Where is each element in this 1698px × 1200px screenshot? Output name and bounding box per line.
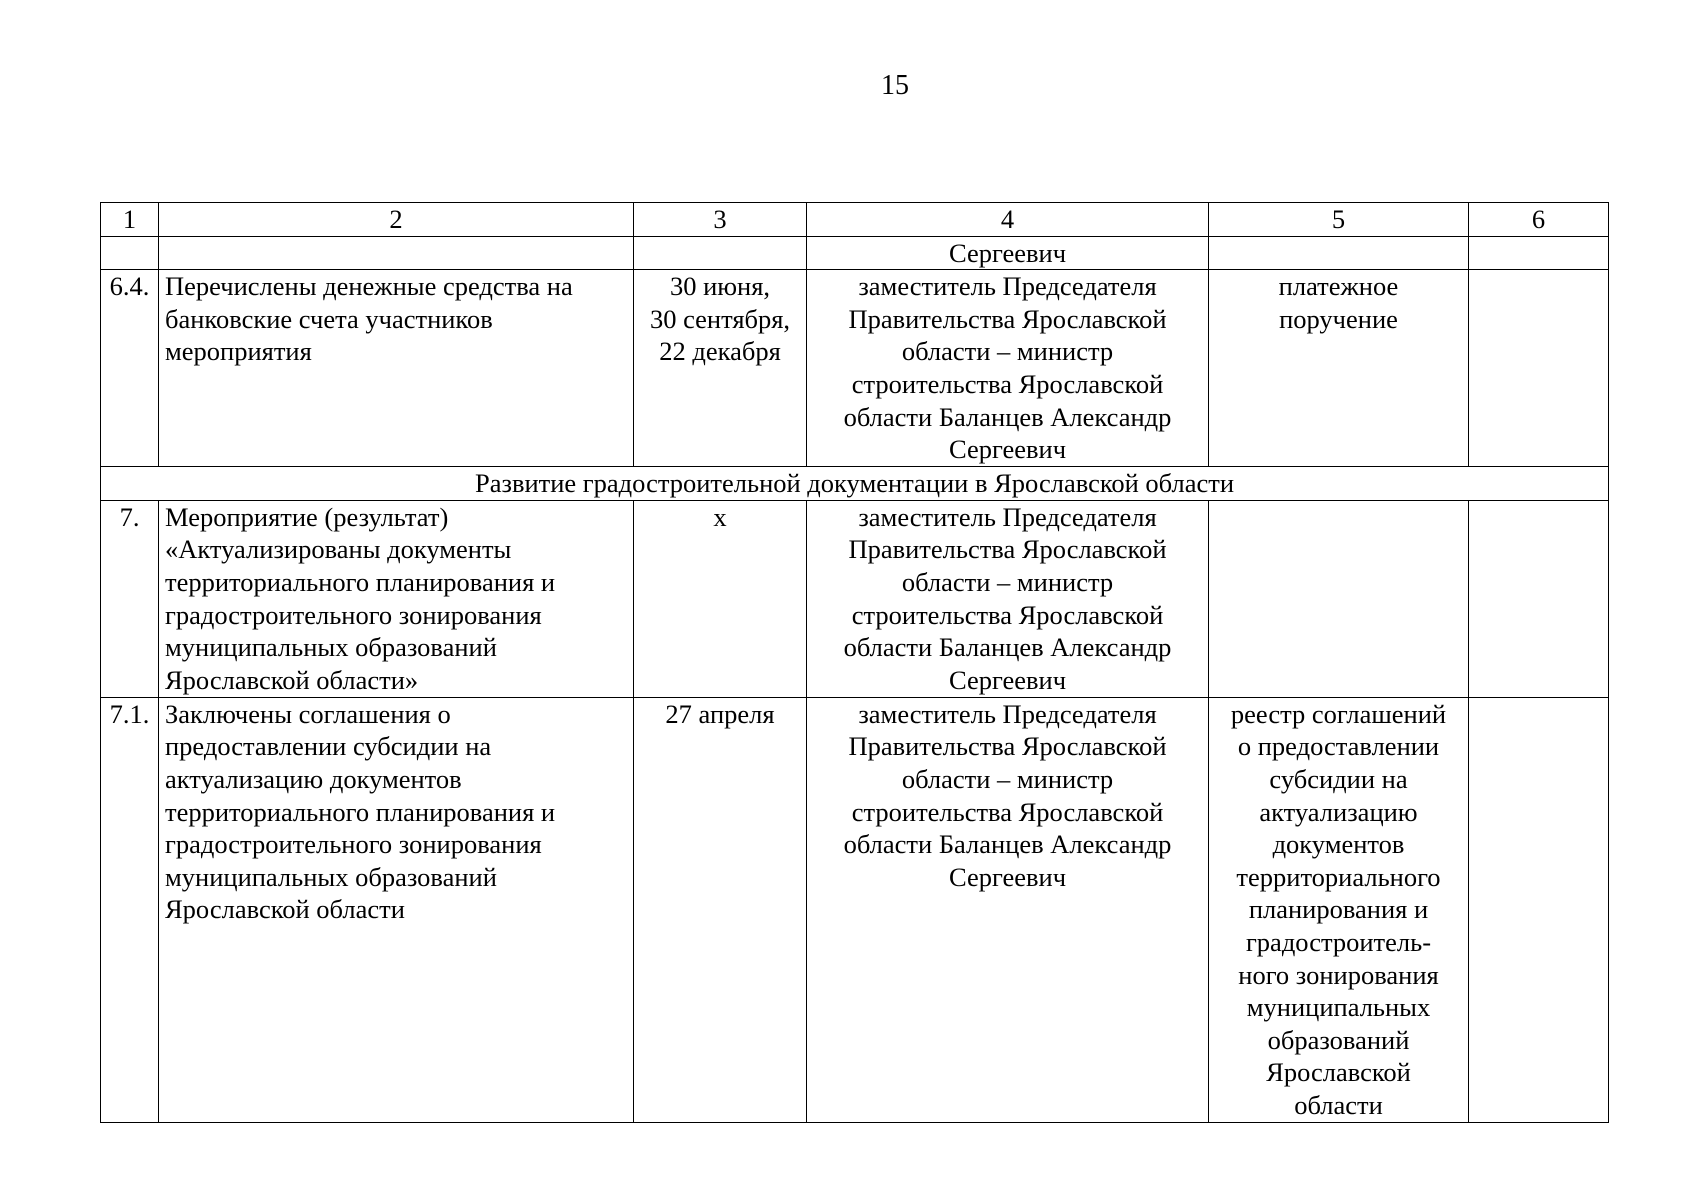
plan-table <box>100 202 1609 1123</box>
cell-num <box>101 236 159 270</box>
responsible-line: Сергеевич <box>948 664 1067 695</box>
table-row-7-1 <box>101 697 1609 1122</box>
document-line: актуализацию <box>1259 796 1418 827</box>
document-line: субсидии на <box>1269 763 1408 794</box>
cell-dates: 27 апреля <box>634 697 807 1122</box>
cell-description <box>159 270 634 467</box>
cell-responsible <box>807 697 1209 1122</box>
description-line: Ярославской области» <box>165 664 419 695</box>
description-line: Заключены соглашения о <box>165 698 451 729</box>
table-row-continuation <box>101 236 1609 270</box>
cell-document <box>1209 697 1469 1122</box>
description-line: актуализацию документов <box>165 763 462 794</box>
responsible-line: заместитель Председателя <box>858 501 1157 532</box>
section-title: Развитие градостроительной документации в Ярославской области <box>101 467 1609 501</box>
description-line: Ярославской области <box>165 894 405 925</box>
cell-col6 <box>1469 236 1609 270</box>
cell-description <box>159 697 634 1122</box>
cell-col6 <box>1469 270 1609 467</box>
header-col-4: 4 <box>807 203 1209 237</box>
description-line: муниципальных образований <box>165 861 497 892</box>
responsible-line: Сергеевич <box>948 861 1067 892</box>
description-line: градостроительного зонирования <box>165 829 542 860</box>
description-line: территориального планирования и <box>165 796 556 827</box>
page-number: 15 <box>881 70 909 101</box>
date-line: 30 сентября, <box>649 303 791 334</box>
document-line: поручение <box>1279 303 1398 334</box>
document-line: платежное <box>1278 271 1399 302</box>
responsible-line: области Баланцев Александр <box>843 632 1172 663</box>
cell-dates <box>634 270 807 467</box>
cell-col6 <box>1469 697 1609 1122</box>
responsible-line: области Баланцев Александр <box>843 829 1172 860</box>
cell-num: 6.4. <box>101 270 159 467</box>
cell-document <box>1209 270 1469 467</box>
document-line: планирования и <box>1248 894 1429 925</box>
cell-col6 <box>1469 500 1609 697</box>
table-row-7 <box>101 500 1609 697</box>
responsible-line: заместитель Председателя <box>858 698 1157 729</box>
header-col-1: 1 <box>101 203 159 237</box>
description-line: мероприятия <box>165 336 312 367</box>
document-line: образований <box>1267 1024 1410 1055</box>
responsible-line: области – министр <box>901 336 1114 367</box>
cell-description <box>159 500 634 697</box>
date-line: 30 июня, <box>669 271 771 302</box>
cell-num: 7.1. <box>101 697 159 1122</box>
responsible-line: заместитель Председателя <box>858 271 1157 302</box>
header-col-2: 2 <box>159 203 634 237</box>
description-line: муниципальных образований <box>165 632 497 663</box>
cell-responsible <box>807 500 1209 697</box>
cell-responsible <box>807 270 1209 467</box>
table-row-6-4 <box>101 270 1609 467</box>
date-line: 22 декабря <box>659 336 781 367</box>
description-line: предоставлении субсидии на <box>165 731 492 762</box>
document-line: ного зонирования <box>1238 959 1439 990</box>
cell-document <box>1209 500 1469 697</box>
responsible-line: области – министр <box>901 566 1114 597</box>
responsible-line: области – министр <box>901 763 1114 794</box>
cell-description <box>159 236 634 270</box>
document-line: градостроитель- <box>1245 926 1432 957</box>
header-col-6: 6 <box>1469 203 1609 237</box>
document-line: документов <box>1272 829 1405 860</box>
description-line: Мероприятие (результат) <box>165 501 449 532</box>
responsible-line: Правительства Ярославской <box>848 303 1167 334</box>
header-col-3: 3 <box>634 203 807 237</box>
responsible-line: Правительства Ярославской <box>848 731 1167 762</box>
responsible-line: области Баланцев Александр <box>843 401 1172 432</box>
description-line: градостроительного зонирования <box>165 599 542 630</box>
document-line: области <box>1294 1089 1383 1120</box>
document-line: о предоставлении <box>1237 731 1440 762</box>
document-line: Ярославской <box>1266 1057 1411 1088</box>
description-line: «Актуализированы документы <box>165 534 512 565</box>
header-row <box>101 203 1609 237</box>
document-line: муниципальных <box>1246 992 1431 1023</box>
responsible-line: строительства Ярославской <box>851 368 1164 399</box>
cell-responsible: Сергеевич <box>807 236 1209 270</box>
description-line: банковские счета участников <box>165 303 493 334</box>
document-line: территориального <box>1236 861 1441 892</box>
cell-document <box>1209 236 1469 270</box>
responsible-line: Правительства Ярославской <box>848 534 1167 565</box>
responsible-line: строительства Ярославской <box>851 599 1164 630</box>
section-row <box>101 467 1609 501</box>
cell-num: 7. <box>101 500 159 697</box>
description-line: территориального планирования и <box>165 566 556 597</box>
document-line: реестр соглашений <box>1230 698 1447 729</box>
cell-dates <box>634 236 807 270</box>
description-line: Перечислены денежные средства на <box>165 271 573 302</box>
header-col-5: 5 <box>1209 203 1469 237</box>
responsible-line: строительства Ярославской <box>851 796 1164 827</box>
responsible-line: Сергеевич <box>948 434 1067 465</box>
cell-dates: х <box>634 500 807 697</box>
